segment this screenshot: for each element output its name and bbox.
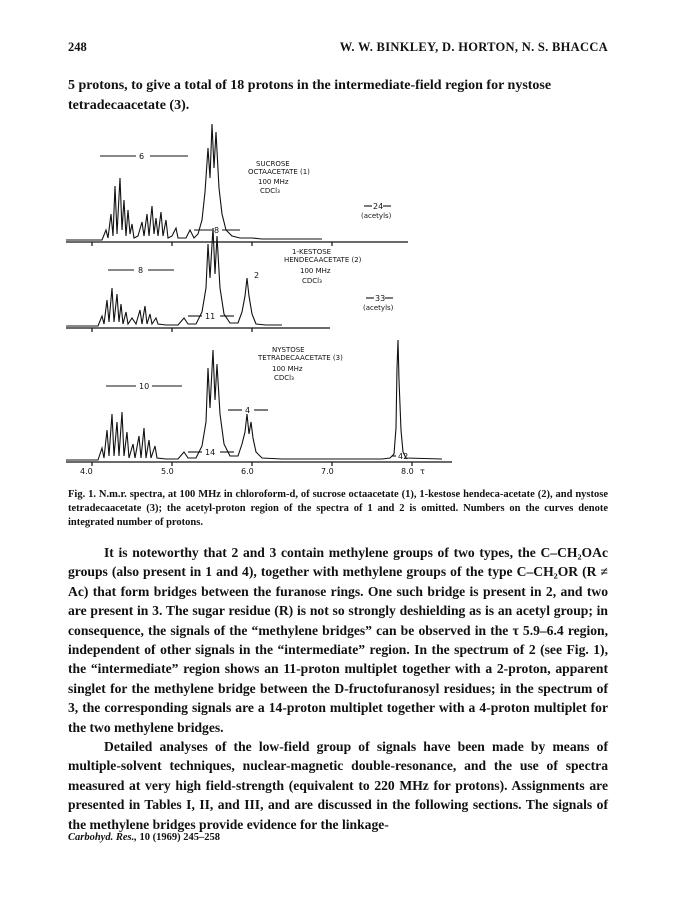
page-footer: [68, 832, 220, 843]
running-authors: W. W. BINKLEY, D. HORTON, N. S. BHACCA: [339, 40, 608, 54]
page-number: 248: [68, 40, 87, 54]
freq-3: 100 MHz: [272, 365, 303, 373]
int-mid-1: 8: [214, 226, 220, 235]
spectrum-2: [66, 228, 394, 332]
nmr-figure: [62, 118, 614, 480]
tick-label-40: 4.0: [80, 467, 93, 476]
compound-2-line2: HENDECAACETATE (2): [284, 256, 362, 264]
nmr-spectra-svg: [62, 118, 614, 480]
journal-name: Carbohyd. Res.,: [68, 832, 137, 843]
compound-1-line2: OCTAACETATE (1): [248, 168, 310, 176]
acetyl-label-2: (acetyls): [363, 304, 394, 312]
acetyl-label-1: (acetyls): [361, 212, 392, 220]
solvent-2: CDCl₃: [302, 277, 322, 285]
int-bridge-3: 4: [245, 406, 251, 415]
spectrum-1: [66, 124, 408, 246]
compound-3-line2: TETRADECAACETATE (3): [258, 354, 343, 362]
int-bridge-2: 2: [254, 271, 260, 280]
int-mid-2: 11: [205, 312, 216, 321]
intro-paragraph: 5 protons, to give a total of 18 protons in the intermediate-field region for nystose tetradecaacetate (3).: [68, 78, 552, 113]
journal-citation: 10 (1969) 245–258: [139, 832, 220, 843]
tau-axis: [80, 467, 425, 476]
solvent-1: CDCl₃: [260, 187, 280, 195]
axis-unit-tau: τ: [420, 467, 425, 476]
int-left-2: 8: [138, 266, 144, 275]
compound-3-line1: NYSTOSE: [272, 346, 305, 354]
tick-label-50: 5.0: [161, 467, 174, 476]
freq-2: 100 MHz: [300, 267, 331, 275]
int-mid-3: 14: [205, 448, 216, 457]
solvent-3: CDCl₃: [274, 374, 294, 382]
tick-label-70: 7.0: [321, 467, 334, 476]
trace-2: [66, 228, 282, 326]
freq-1: 100 MHz: [258, 178, 289, 186]
body-text: [68, 543, 608, 834]
paragraph-2: Detailed analyses of the low-field group of signals have been made by means of multiple-solvent techniques, nuclear-magnetic double-resonance, and the use of spectra measured at very high field-strength (equivalent to 220 MHz for protons). Assignments are presented in Tables I, II, and III, and are discussed in the following sections. The signals of the methylene bridges provide evidence for the linkage-: [68, 739, 608, 832]
spectrum-3: [66, 340, 452, 466]
figure-caption: Fig. 1. N.m.r. spectra, at 100 MHz in chloroform-d, of sucrose octaacetate (1), 1-kestose hendeca-acetate (2), and nystose tetradecaacetate (3); the acetyl-proton region of the spectra of 1 and 2 is omitted. Numbers on the curves denote integrated number of protons.: [68, 489, 608, 528]
paragraph-1: It is noteworthy that 2 and 3 contain methylene groups of two types, the C–CH₂OAc groups (also present in 1 and 4), together with methylene groups of the type C–CH₂OR (R ≠ Ac) that form bridges between the furanose rings. One such bridge is present in 2, and two are present in 3. The sugar residue (R) is not so strongly deshielding as is an acetyl group; in consequence, the signals of the “methylene bridges” can be observed in the τ 5.9–6.4 region, independent of other signals in the “intermediate” region. In the spectrum of 2 (see Fig. 1), the “intermediate” region shows an 11-proton multiplet together with a 2-proton, apparent singlet for the methylene bridge between the D-fructofuranosyl residues; in the spectrum of 3, the corresponding signals are a 14-proton multiplet together with a 4-proton multiplet for the two methylene bridges.: [68, 545, 608, 735]
int-acetyl-3: 42: [398, 452, 409, 461]
tick-label-80: 8.0: [401, 467, 414, 476]
int-acetyl-2: 33: [375, 294, 386, 303]
compound-1-line1: SUCROSE: [256, 160, 290, 168]
tick-label-60: 6.0: [241, 467, 254, 476]
compound-2-line1: 1-KESTOSE: [292, 248, 332, 256]
int-left-3: 10: [139, 382, 150, 391]
running-header: [68, 40, 608, 58]
int-acetyl-1: 24: [373, 202, 384, 211]
trace-3: [66, 340, 442, 460]
int-left-1: 6: [139, 152, 145, 161]
